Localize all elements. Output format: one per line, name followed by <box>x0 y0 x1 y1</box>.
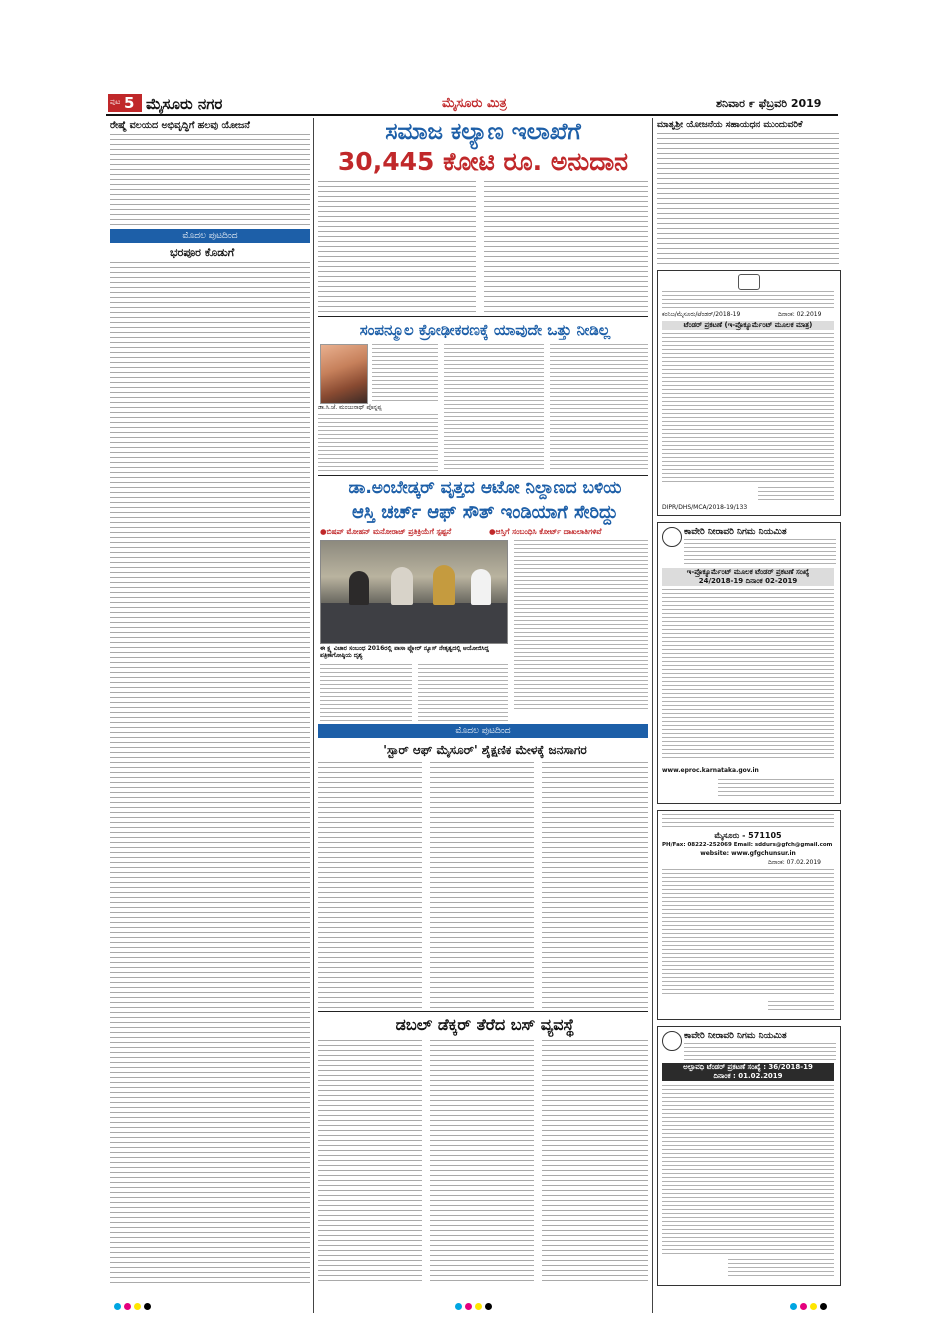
divider-right <box>652 118 653 1313</box>
notice4-body <box>662 1085 834 1255</box>
notice1-signature <box>758 487 834 501</box>
photo-figure-4 <box>471 569 491 605</box>
story2-col3 <box>444 344 544 472</box>
left-continued-banner: ಮೊದಲ ಪುಟದಿಂದ <box>110 229 310 243</box>
story3-col2 <box>418 664 508 722</box>
left-subhead: ಭರಪೂರ ಕೊಡುಗೆ <box>170 246 235 259</box>
notice4-logo <box>662 1031 682 1051</box>
reg-dot-magenta-left <box>124 1303 131 1310</box>
page-number-badge <box>108 94 142 112</box>
notice1-ref: ಕಂನಿಜ/ಮೈಸೂರು/ಟೆಂಡರ್/2018-19 <box>662 311 741 318</box>
right-headline: ಮಾತೃಶ್ರೀ ಯೋಜನೆಯ ಸಹಾಯಧನ ಮುಂದುವರಿಕೆ <box>657 120 803 130</box>
story5-col1 <box>318 1040 422 1284</box>
reg-dot-cyan-left <box>114 1303 121 1310</box>
story2-col1 <box>372 344 438 402</box>
main-story-rule <box>318 316 648 317</box>
notice3-body <box>662 869 834 997</box>
reg-dot-yellow-center <box>475 1303 482 1310</box>
story2-col2 <box>318 414 438 472</box>
story2-photo-caption: ಡಾ.ಸಿ.ಜೆ. ಮಂಜುನಾಥ್ ಪೊನ್ನಪ್ಪ <box>318 404 382 411</box>
reg-dot-magenta-right <box>800 1303 807 1310</box>
section-title: ಮೈಸೂರು ನಗರ <box>146 95 223 113</box>
story2-col4 <box>550 344 648 472</box>
reg-dot-cyan-center <box>455 1303 462 1310</box>
left-article-2 <box>110 262 310 1284</box>
notice1-body <box>662 333 834 483</box>
story4-col3 <box>542 762 648 1008</box>
photo-figure-2 <box>391 567 413 605</box>
notice3-header-text <box>662 814 834 830</box>
notice2-number: 24/2018-19 ದಿನಾಂಕ 02-2019 <box>662 577 834 586</box>
story4-continued-banner: ಮೊದಲ ಪುಟದಿಂದ <box>318 724 648 738</box>
tender-notice-2 <box>657 522 841 804</box>
notice3-date: ದಿನಾಂಕ: 07.02.2019 <box>768 859 821 866</box>
paper-name: ಮೈಸೂರು ಮಿತ್ರ <box>442 96 507 111</box>
story2-photo <box>320 344 368 404</box>
reg-dot-yellow-right <box>810 1303 817 1310</box>
story5-headline: ಡಬಲ್ ಡೆಕ್ಕರ್ ತೆರೆದ ಬಸ್ ವ್ಯವಸ್ಥೆ <box>395 1015 575 1034</box>
story2-headline: ಸಂಪನ್ಮೂಲ ಕ್ರೋಢೀಕರಣಕ್ಕೆ ಯಾವುದೇ ಒತ್ತು ನೀಡಿಲ್ಲ <box>359 321 611 339</box>
story5-col2 <box>430 1040 534 1284</box>
notice2-website: www.eproc.karnataka.gov.in <box>662 767 759 774</box>
reg-dot-black-center <box>485 1303 492 1310</box>
story2-rule <box>318 475 648 476</box>
story3-headline-line2: ಆಸ್ತಿ ಚರ್ಚ್ ಆಫ್ ಸೌತ್ ಇಂಡಿಯಾಗೆ ಸೇರಿದ್ದು <box>352 502 618 523</box>
story4-rule <box>318 1011 648 1012</box>
notice4-org: ಕಾವೇರಿ ನೀರಾವರಿ ನಿಗಮ ನಿಯಮಿತ <box>684 1031 787 1041</box>
issue-date: ಶನಿವಾರ ೯ ಫೆಬ್ರವರಿ 2019 <box>716 97 822 110</box>
notice1-footer-ref: DIPR/DHS/MCA/2018-19/133 <box>662 504 748 511</box>
story3-photo <box>320 540 508 644</box>
notice2-org: ಕಾವೇರಿ ನೀರಾವರಿ ನಿಗಮ ನಿಯಮಿತ <box>684 527 787 537</box>
tender-notice-3 <box>657 810 841 1020</box>
photo-figure-1 <box>349 571 369 605</box>
notice4-signature <box>728 1259 834 1279</box>
main-story-col2 <box>484 181 648 313</box>
notice2-body <box>662 589 834 761</box>
reg-dot-cyan-right <box>790 1303 797 1310</box>
reg-dot-black-left <box>144 1303 151 1310</box>
story4-headline: 'ಸ್ಟಾರ್ ಆಫ್ ಮೈಸೂರ್' ಶೈಕ್ಷಣಿಕ ಮೇಳಕ್ಕೆ ಜನಸಾಗರ <box>383 743 587 757</box>
notice4-header-text <box>684 1043 836 1061</box>
story3-byline-left: ●ಬಿಷಪ್ ಮೋಹನ್ ಮನೋರಾಜ್ ಪ್ರತಿಕ್ರಿಯೆಗೆ ಸ್ಪಷ್ಟನೆ <box>320 527 452 536</box>
notice2-title: ಇ-ಪ್ರೊಕ್ಯೂರ್ಮೆಂಟ್ ಮೂಲಕ ಟೆಂಡರ್ ಪ್ರಕಟಣೆ ಸಂಖ್ಯೆ <box>662 568 834 577</box>
notice4-date: ದಿನಾಂಕ : 01.02.2019 <box>662 1072 834 1081</box>
page-number: 5 <box>124 94 135 112</box>
notice3-signature <box>768 1001 834 1013</box>
reg-dot-yellow-left <box>134 1303 141 1310</box>
notice2-logo <box>662 527 682 547</box>
notice2-header-text <box>684 539 836 565</box>
left-headline: ರೇಷ್ಮೆ ವಲಯದ ಅಭಿವೃದ್ಧಿಗೆ ಹಲವು ಯೋಜನೆ <box>110 120 250 131</box>
left-article-1 <box>110 134 310 226</box>
story3-col-right <box>514 540 648 712</box>
story4-col1 <box>318 762 422 1008</box>
tender-notice-4 <box>657 1026 841 1286</box>
story3-headline-line1: ಡಾ.ಅಂಬೇಡ್ಕರ್ ವೃತ್ತದ ಆಟೋ ನಿಲ್ದಾಣದ ಬಳಿಯ <box>348 478 622 498</box>
notice3-website: website: www.gfgchunsur.in <box>700 850 796 857</box>
right-article <box>657 133 839 265</box>
tender-notice-1 <box>657 270 841 516</box>
photo-table <box>321 603 507 643</box>
reg-dot-black-right <box>820 1303 827 1310</box>
story4-col2 <box>430 762 534 1008</box>
notice1-date: ದಿನಾಂಕ: 02.2019 <box>778 311 822 318</box>
header-rule <box>106 114 838 116</box>
main-story-col1 <box>318 181 476 313</box>
notice1-header-text <box>662 291 834 309</box>
story3-col1 <box>320 664 412 722</box>
notice2-signature <box>718 779 834 797</box>
story3-photo-caption: ಈ ಕ್ಷ್ಯ ವಿಚಾರ ಸಂಬಂಧ 2016ರಲ್ಲಿ ಪಾಸಾ ಫ್ಲೋರ್ ನ್ಯೂಸ್ ನೇತೃತ್ವದಲ್ಲಿ ಆಯೋಜಿಸಿದ್ದ ಪತ್ರಿಕಾಗೋಷ್ಠಿಯ ದೃಶ್ಯ <box>320 645 489 659</box>
main-headline-line1: ಸಮಾಜ ಕಲ್ಯಾಣ ಇಲಾಖೆಗೆ <box>385 119 581 145</box>
divider-left <box>313 118 314 1313</box>
story5-col3 <box>542 1040 648 1284</box>
notice3-place: ಮೈಸೂರು - 571105 <box>714 831 782 840</box>
notice1-title: ಟೆಂಡರ್ ಪ್ರಕಟಣೆ (ಇ-ಪ್ರೊಕ್ಯೂರ್ಮೆಂಟ್ ಮೂಲಕ ಮಾತ್ರ) <box>662 321 834 330</box>
reg-dot-magenta-center <box>465 1303 472 1310</box>
main-headline-line2: 30,445 ಕೋಟಿ ರೂ. ಅನುದಾನ <box>337 147 629 176</box>
photo-figure-3 <box>433 565 455 605</box>
notice3-phone: PH/Fax: 08222-252069 Email: sddurs@gfch@gmail.com <box>662 842 833 848</box>
story3-byline-right: ●ಆಸ್ತಿಗೆ ಸಂಬಂಧಿಸಿ ಕೋರ್ಟ್ ದಾಖಲಾತಿಗಳಿವೆ <box>489 527 602 536</box>
notice4-title: ಅಲ್ಪಾವಧಿ ಟೆಂಡರ್ ಪ್ರಕಟಣೆ ಸಂಖ್ಯೆ : 36/2018-19 <box>662 1063 834 1072</box>
notice1-emblem <box>738 274 760 290</box>
page-label: ಪುಟ <box>110 98 121 106</box>
